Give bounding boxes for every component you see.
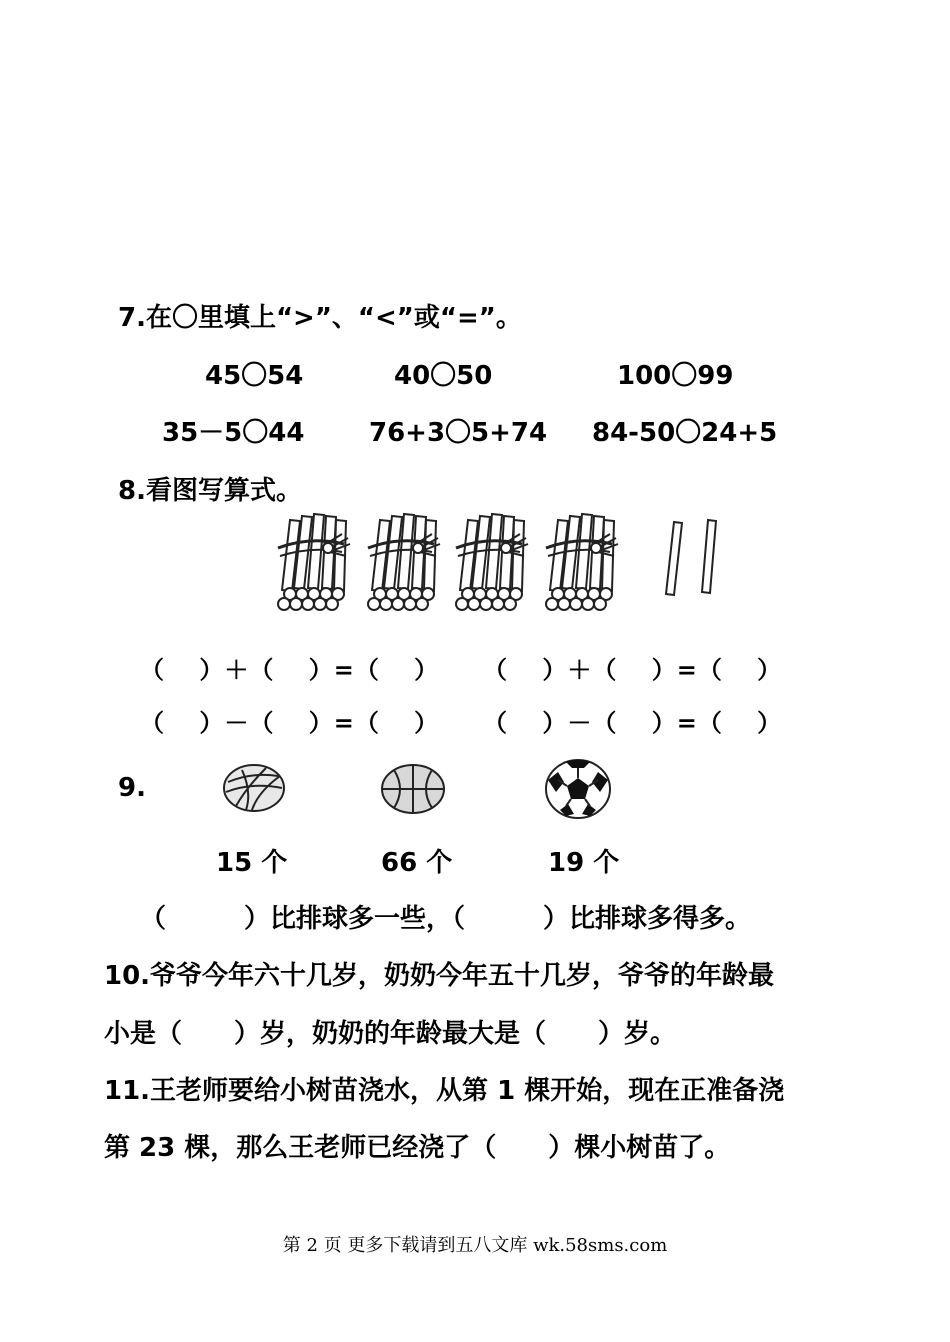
q9-blank-line: （ ）比排球多一些，（ ）比排球多得多。 bbox=[140, 904, 752, 934]
football-count: 19 个 bbox=[548, 848, 620, 878]
q8-addition-right: （ ）＋（ ）=（ ） bbox=[483, 656, 783, 684]
q7-expr-2: 40〇50 bbox=[394, 361, 493, 391]
single-stick-1 bbox=[666, 522, 682, 595]
q8-subtraction-right: （ ）－（ ）=（ ） bbox=[483, 709, 783, 737]
q7-expr-1: 45〇54 bbox=[205, 361, 304, 391]
stick-bundle-1 bbox=[278, 514, 350, 610]
basketball-icon bbox=[380, 762, 446, 816]
stick-bundle-4 bbox=[546, 514, 618, 610]
stick-bundle-3 bbox=[456, 514, 528, 610]
volleyball-count: 15 个 bbox=[216, 848, 288, 878]
q11-line-1: 11.王老师要给小树苗浇水，从第 1 棵开始，现在正准备浇 bbox=[104, 1076, 785, 1106]
q10-line-2: 小是（ ）岁，奶奶的年龄最大是（ ）岁。 bbox=[104, 1019, 677, 1049]
q7-title: 7.在〇里填上“>”、“<”或“=”。 bbox=[118, 303, 522, 333]
football-icon bbox=[544, 758, 612, 820]
stick-bundle-2 bbox=[368, 514, 440, 610]
q9-number: 9. bbox=[118, 773, 146, 803]
basketball-count: 66 个 bbox=[381, 848, 453, 878]
volleyball-icon bbox=[222, 762, 286, 814]
q10-line-1: 10.爷爷今年六十几岁，奶奶今年五十几岁，爷爷的年龄最 bbox=[104, 961, 775, 991]
q7-expr-6: 84-50〇24+5 bbox=[592, 418, 778, 448]
q7-expr-3: 100〇99 bbox=[617, 361, 734, 391]
single-stick-2 bbox=[702, 520, 716, 593]
q8-subtraction-left: （ ）－（ ）=（ ） bbox=[140, 709, 440, 737]
q7-expr-4: 35－5〇44 bbox=[162, 418, 305, 448]
q7-expr-5: 76+3〇5+74 bbox=[369, 418, 548, 448]
q8-addition-left: （ ）＋（ ）=（ ） bbox=[140, 656, 440, 684]
page-footer: 第 2 页 更多下载请到五八文库 wk.58sms.com bbox=[282, 1235, 668, 1256]
q11-line-2: 第 23 棵，那么王老师已经浇了（ ）棵小树苗了。 bbox=[104, 1133, 731, 1163]
stick-bundles-illustration bbox=[262, 508, 732, 620]
q8-title: 8.看图写算式。 bbox=[118, 476, 302, 506]
